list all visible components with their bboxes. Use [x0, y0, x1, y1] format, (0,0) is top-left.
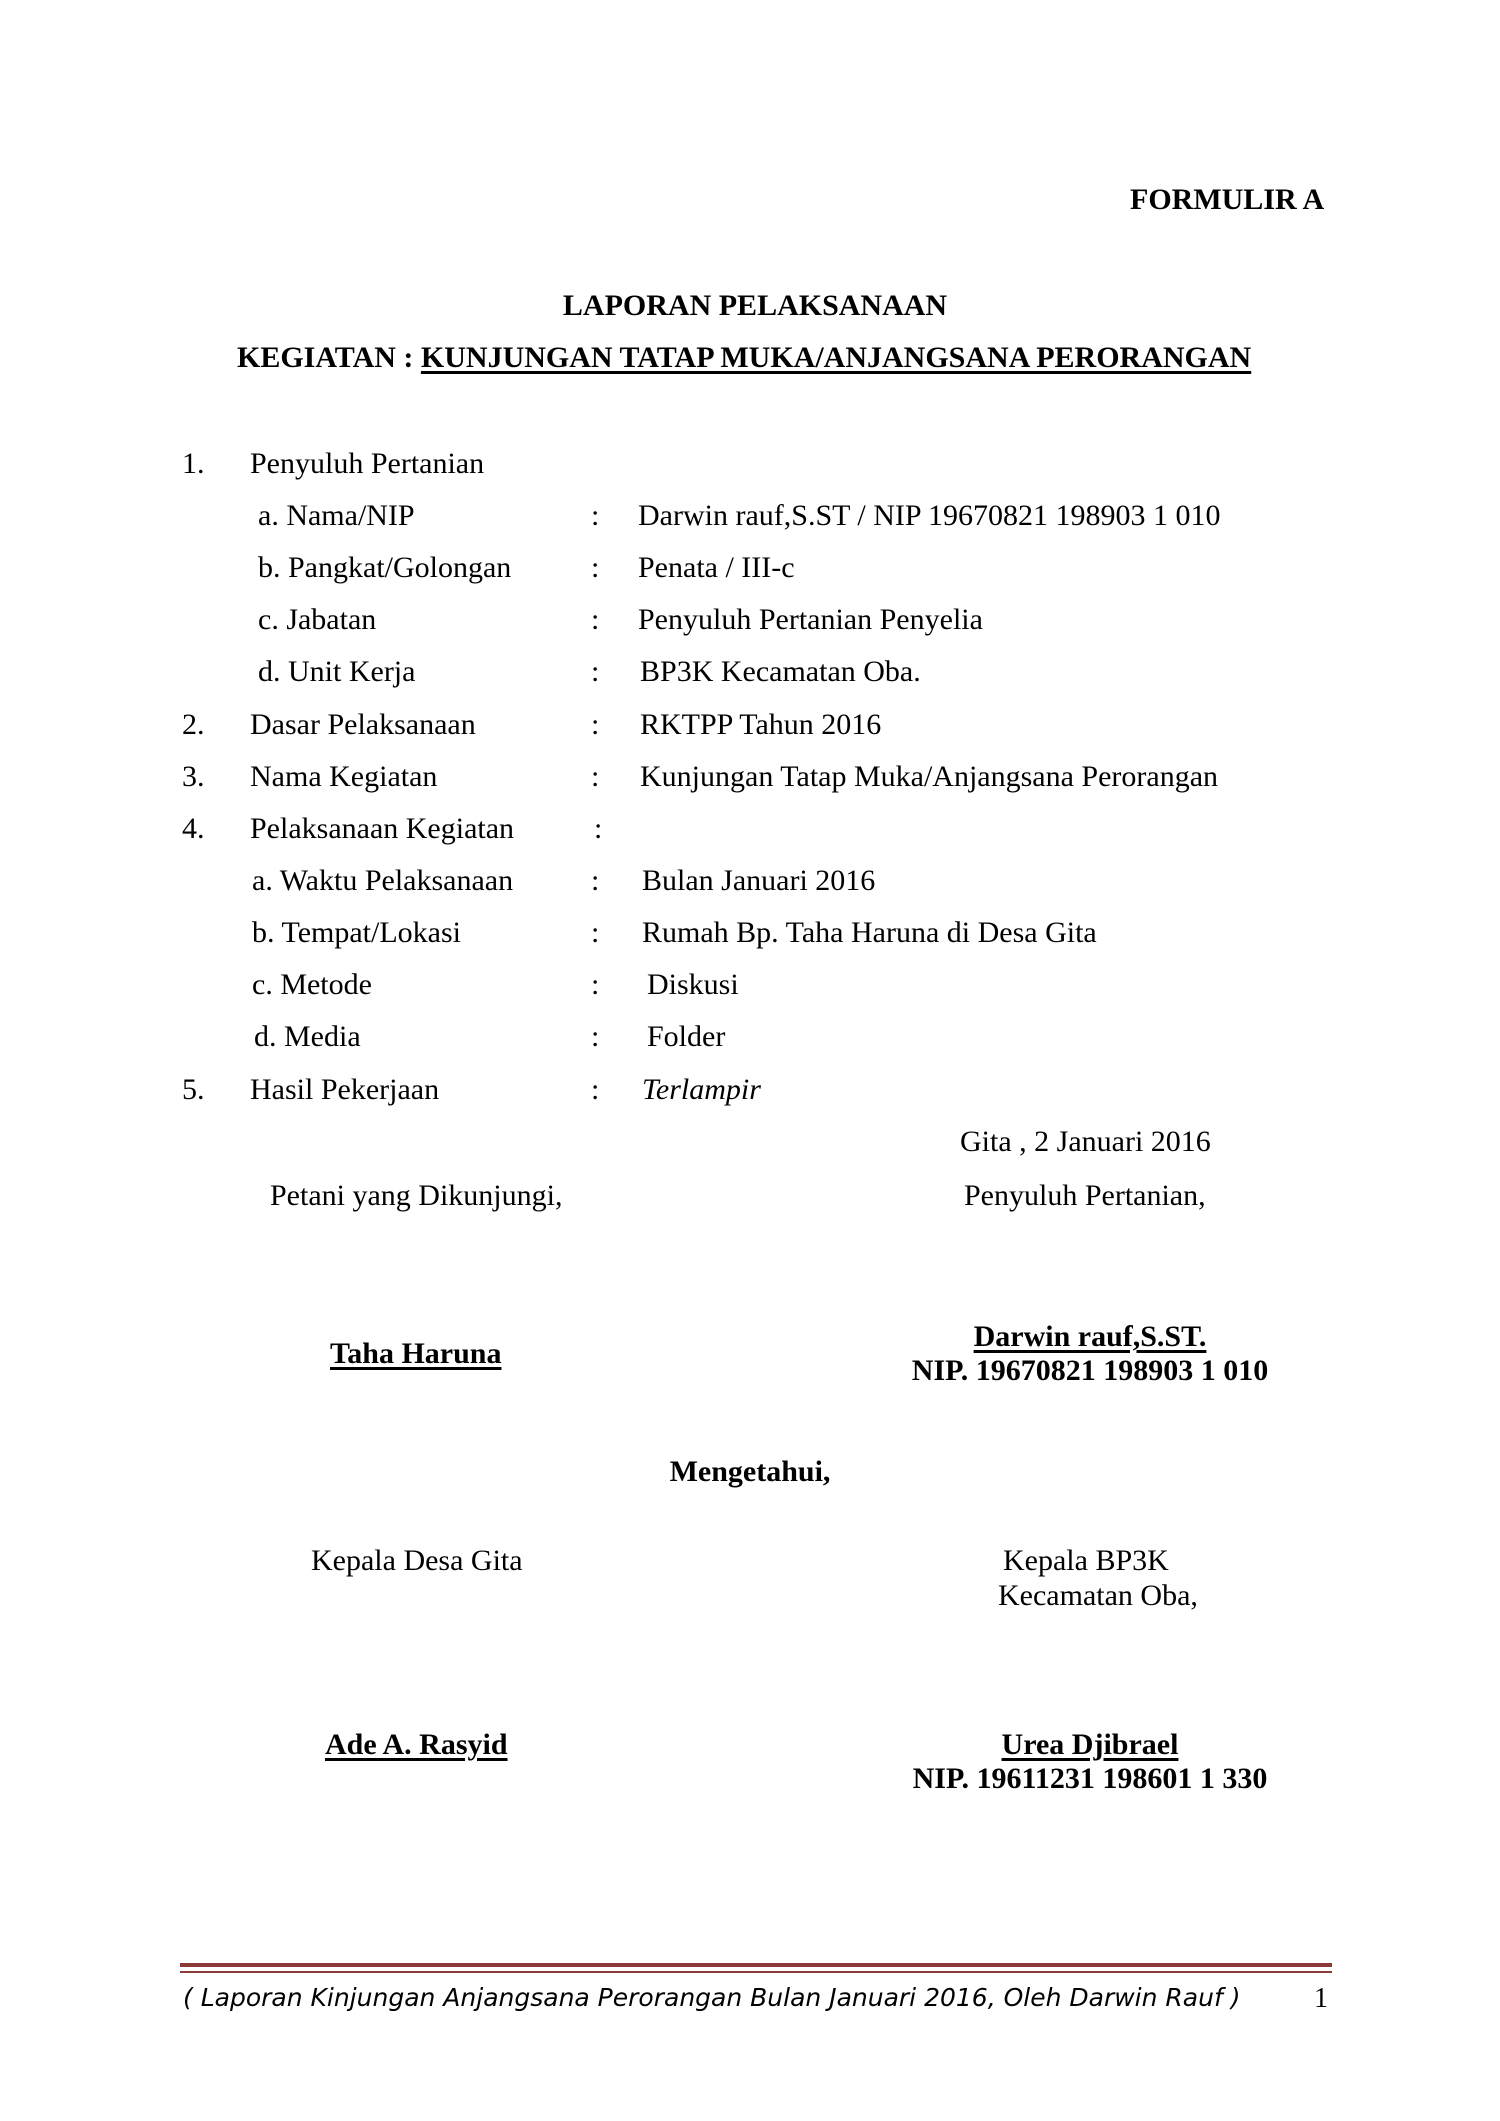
page-number: 1 [1314, 1983, 1328, 2014]
item-value: Rumah Bp. Taha Haruna di Desa Gita [642, 916, 1097, 949]
extension-signatory [880, 1320, 1300, 1388]
village-head-name: Ade A. Rasyid [325, 1728, 508, 1761]
item-1 [0, 447, 1500, 491]
farmer-name: Taha Haruna [330, 1337, 502, 1370]
item-colon: : [591, 760, 600, 793]
item-number: 2. [182, 708, 205, 741]
item-value: Penata / III-c [638, 551, 795, 584]
item-3 [0, 760, 1500, 804]
item-1b [0, 551, 1500, 595]
item-1a [0, 499, 1500, 543]
item-sublabel: c. Jabatan [258, 603, 377, 636]
village-head-role: Kepala Desa Gita [311, 1544, 523, 1577]
item-2 [0, 708, 1500, 752]
item-1d [0, 655, 1500, 699]
item-value: Terlampir [642, 1073, 761, 1106]
bp3k-head-nip: NIP. 19611231 198601 1 330 [912, 1762, 1268, 1795]
report-subtitle [237, 341, 1251, 375]
item-label: Pelaksanaan Kegiatan [250, 812, 515, 845]
item-sublabel: d. Media [254, 1020, 361, 1053]
item-colon: : [591, 916, 600, 949]
item-number: 4. [182, 812, 205, 845]
item-4c [0, 968, 1500, 1012]
item-label: Nama Kegiatan [250, 760, 438, 793]
footer-rule [180, 1963, 1332, 1967]
extension-name: Darwin rauf,S.ST. [973, 1320, 1207, 1353]
item-colon: : [591, 864, 600, 897]
item-colon: : [591, 655, 600, 688]
report-title: LAPORAN PELAKSANAAN [562, 289, 948, 322]
item-colon: : [594, 812, 603, 845]
acknowledge-label: Mengetahui, [669, 1455, 831, 1488]
item-value: Folder [647, 1020, 726, 1053]
item-sublabel: d. Unit Kerja [258, 655, 416, 688]
item-sublabel: a. Nama/NIP [258, 499, 415, 532]
item-1c [0, 603, 1500, 647]
subtitle-prefix: KEGIATAN : [237, 341, 421, 374]
item-value: Penyuluh Pertanian Penyelia [638, 603, 983, 636]
item-value: Diskusi [647, 968, 739, 1001]
item-colon: : [591, 968, 600, 1001]
item-number: 1. [182, 447, 205, 480]
bp3k-head-name: Urea Djibrael [1001, 1728, 1179, 1761]
item-sublabel: c. Metode [252, 968, 372, 1001]
item-4d [0, 1020, 1500, 1064]
activity-name: KUNJUNGAN TATAP MUKA/ANJANGSANA PERORANGAN [420, 341, 1252, 374]
place-date: Gita , 2 Januari 2016 [960, 1125, 1211, 1158]
item-value: Bulan Januari 2016 [642, 864, 876, 897]
item-colon: : [591, 1020, 600, 1053]
extension-role: Penyuluh Pertanian, [964, 1179, 1206, 1212]
footer-rule-thin [180, 1971, 1332, 1973]
item-sublabel: b. Tempat/Lokasi [252, 916, 461, 949]
bp3k-head-role-line2: Kecamatan Oba, [998, 1579, 1198, 1612]
item-label: Penyuluh Pertanian [250, 447, 485, 480]
item-sublabel: b. Pangkat/Golongan [258, 551, 512, 584]
extension-nip: NIP. 19670821 198903 1 010 [911, 1354, 1269, 1387]
item-4a [0, 864, 1500, 908]
item-value: BP3K Kecamatan Oba. [640, 655, 921, 688]
item-value: Darwin rauf,S.ST / NIP 19670821 198903 1 010 [638, 499, 1221, 532]
item-value: RKTPP Tahun 2016 [640, 708, 882, 741]
item-colon: : [591, 551, 600, 584]
item-colon: : [591, 1073, 600, 1106]
item-sublabel: a. Waktu Pelaksanaan [252, 864, 514, 897]
farmer-role: Petani yang Dikunjungi, [270, 1179, 563, 1212]
form-label: FORMULIR A [1130, 183, 1325, 216]
bp3k-head-role-line1: Kepala BP3K [1003, 1544, 1169, 1577]
item-colon: : [591, 603, 600, 636]
footer-caption: ( Laporan Kinjungan Anjangsana Perorangan Bulan Januari 2016, Oleh Darwin Rauf ) [183, 1983, 1241, 2012]
bp3k-head-signatory [880, 1728, 1300, 1796]
item-colon: : [591, 708, 600, 741]
item-number: 3. [182, 760, 205, 793]
item-colon: : [591, 499, 600, 532]
item-5 [0, 1073, 1500, 1117]
item-label: Dasar Pelaksanaan [250, 708, 476, 741]
item-number: 5. [182, 1073, 205, 1106]
item-label: Hasil Pekerjaan [250, 1073, 440, 1106]
item-4b [0, 916, 1500, 960]
item-4 [0, 812, 1500, 856]
item-value: Kunjungan Tatap Muka/Anjangsana Perorangan [640, 760, 1219, 793]
